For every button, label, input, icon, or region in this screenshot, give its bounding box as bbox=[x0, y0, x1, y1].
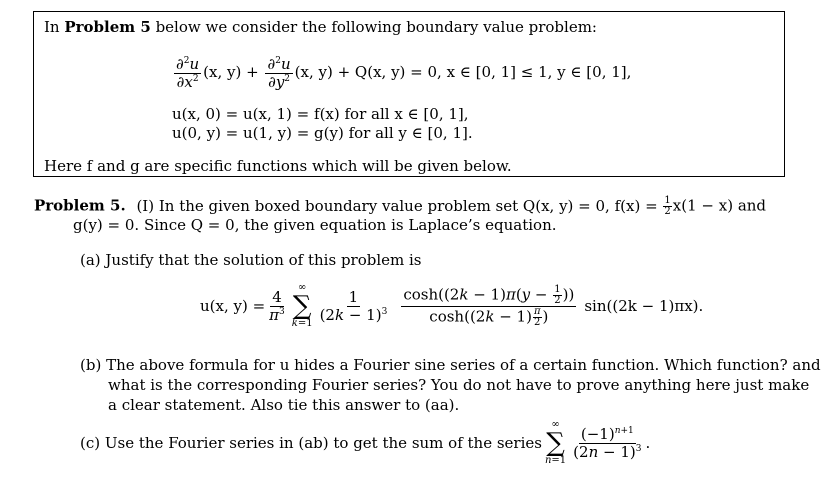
intro-problem-ref: Problem 5 bbox=[64, 18, 151, 36]
problem-label: Problem 5. bbox=[34, 196, 126, 215]
one-over-2k-minus-1-cubed: $\frac{1}{(2k - 1)^3}$ bbox=[319, 288, 388, 324]
part-b-line-3: a clear statement. Also tie this answer to (aa). bbox=[108, 396, 460, 414]
four-over-pi-cubed: $\frac{4}{\pi^3}$ bbox=[269, 288, 285, 324]
part-c-text: (c) Use the Fourier series in (ab) to get the sum of the series bbox=[80, 433, 542, 452]
summation-n: ∞ ∑ n=1 bbox=[544, 419, 567, 466]
part-a: (a) Justify that the solution of this problem is bbox=[80, 251, 422, 269]
solution-formula bbox=[200, 283, 703, 329]
cosh-ratio: cosh((2k − 1)π(y − $\frac{1}{2}$ )) cosh((2k − 1) $\frac{\pi}{2}$ ) bbox=[403, 283, 575, 328]
intro-suffix: below we consider the following boundary value problem: bbox=[150, 18, 597, 36]
part-b-line-1: (b) The above formula for u hides a Fourier sine series of a certain function. Which function? and bbox=[80, 356, 821, 374]
part-b-line-2: what is the corresponding Fourier series? You do not have to prove anything here just make bbox=[108, 376, 810, 394]
part-c: (c) Use the Fourier series in (ab) to get the sum of the series ∞ ∑ n=1 $\frac{(-1)^{n+1}}{(2n - 1)^3}$ . bbox=[80, 419, 651, 466]
problem-line1-text: (I) In the given boxed boundary value problem set Q(x, y) = 0, f(x) = bbox=[136, 196, 663, 215]
one-half-fraction: $\frac{1}{2}$ bbox=[664, 195, 671, 217]
pde-tail: (x, y) + Q(x, y) = 0, x ∈ [0, 1] ≤ 1, y ∈ [0, 1], bbox=[294, 63, 632, 81]
boundary-condition-1: u(x, 0) = u(x, 1) = f(x) for all x ∈ [0, 1], bbox=[172, 105, 469, 123]
formula-lhs: u(x, y) = bbox=[200, 296, 266, 315]
pde-mid: (x, y) + bbox=[203, 63, 259, 81]
intro-line bbox=[44, 18, 597, 37]
problem-line-1 bbox=[34, 196, 766, 217]
d2u-dy2-fraction: $\frac{\partial^2u}{\partial y^2}$ bbox=[267, 55, 291, 91]
d2u-dx2-fraction: $\frac{\partial^2u}{\partial x^2}$ bbox=[176, 55, 200, 91]
problem-line1-end: x(1 − x) and bbox=[672, 196, 767, 215]
summation-k: ∞ ∑ k=1 bbox=[291, 282, 313, 329]
boundary-condition-2: u(0, y) = u(1, y) = g(y) for all y ∈ [0, 1]. bbox=[172, 124, 473, 142]
box-footer: Here f and g are specific functions which will be given below. bbox=[44, 157, 512, 175]
series-term: $\frac{(-1)^{n+1}}{(2n - 1)^3}$ bbox=[573, 425, 642, 461]
pde-equation bbox=[172, 56, 631, 90]
formula-sine: sin((2k − 1)πx). bbox=[584, 296, 704, 315]
intro-prefix: In bbox=[44, 18, 65, 36]
problem-line-2: g(y) = 0. Since Q = 0, the given equation is Laplace’s equation. bbox=[73, 216, 557, 234]
